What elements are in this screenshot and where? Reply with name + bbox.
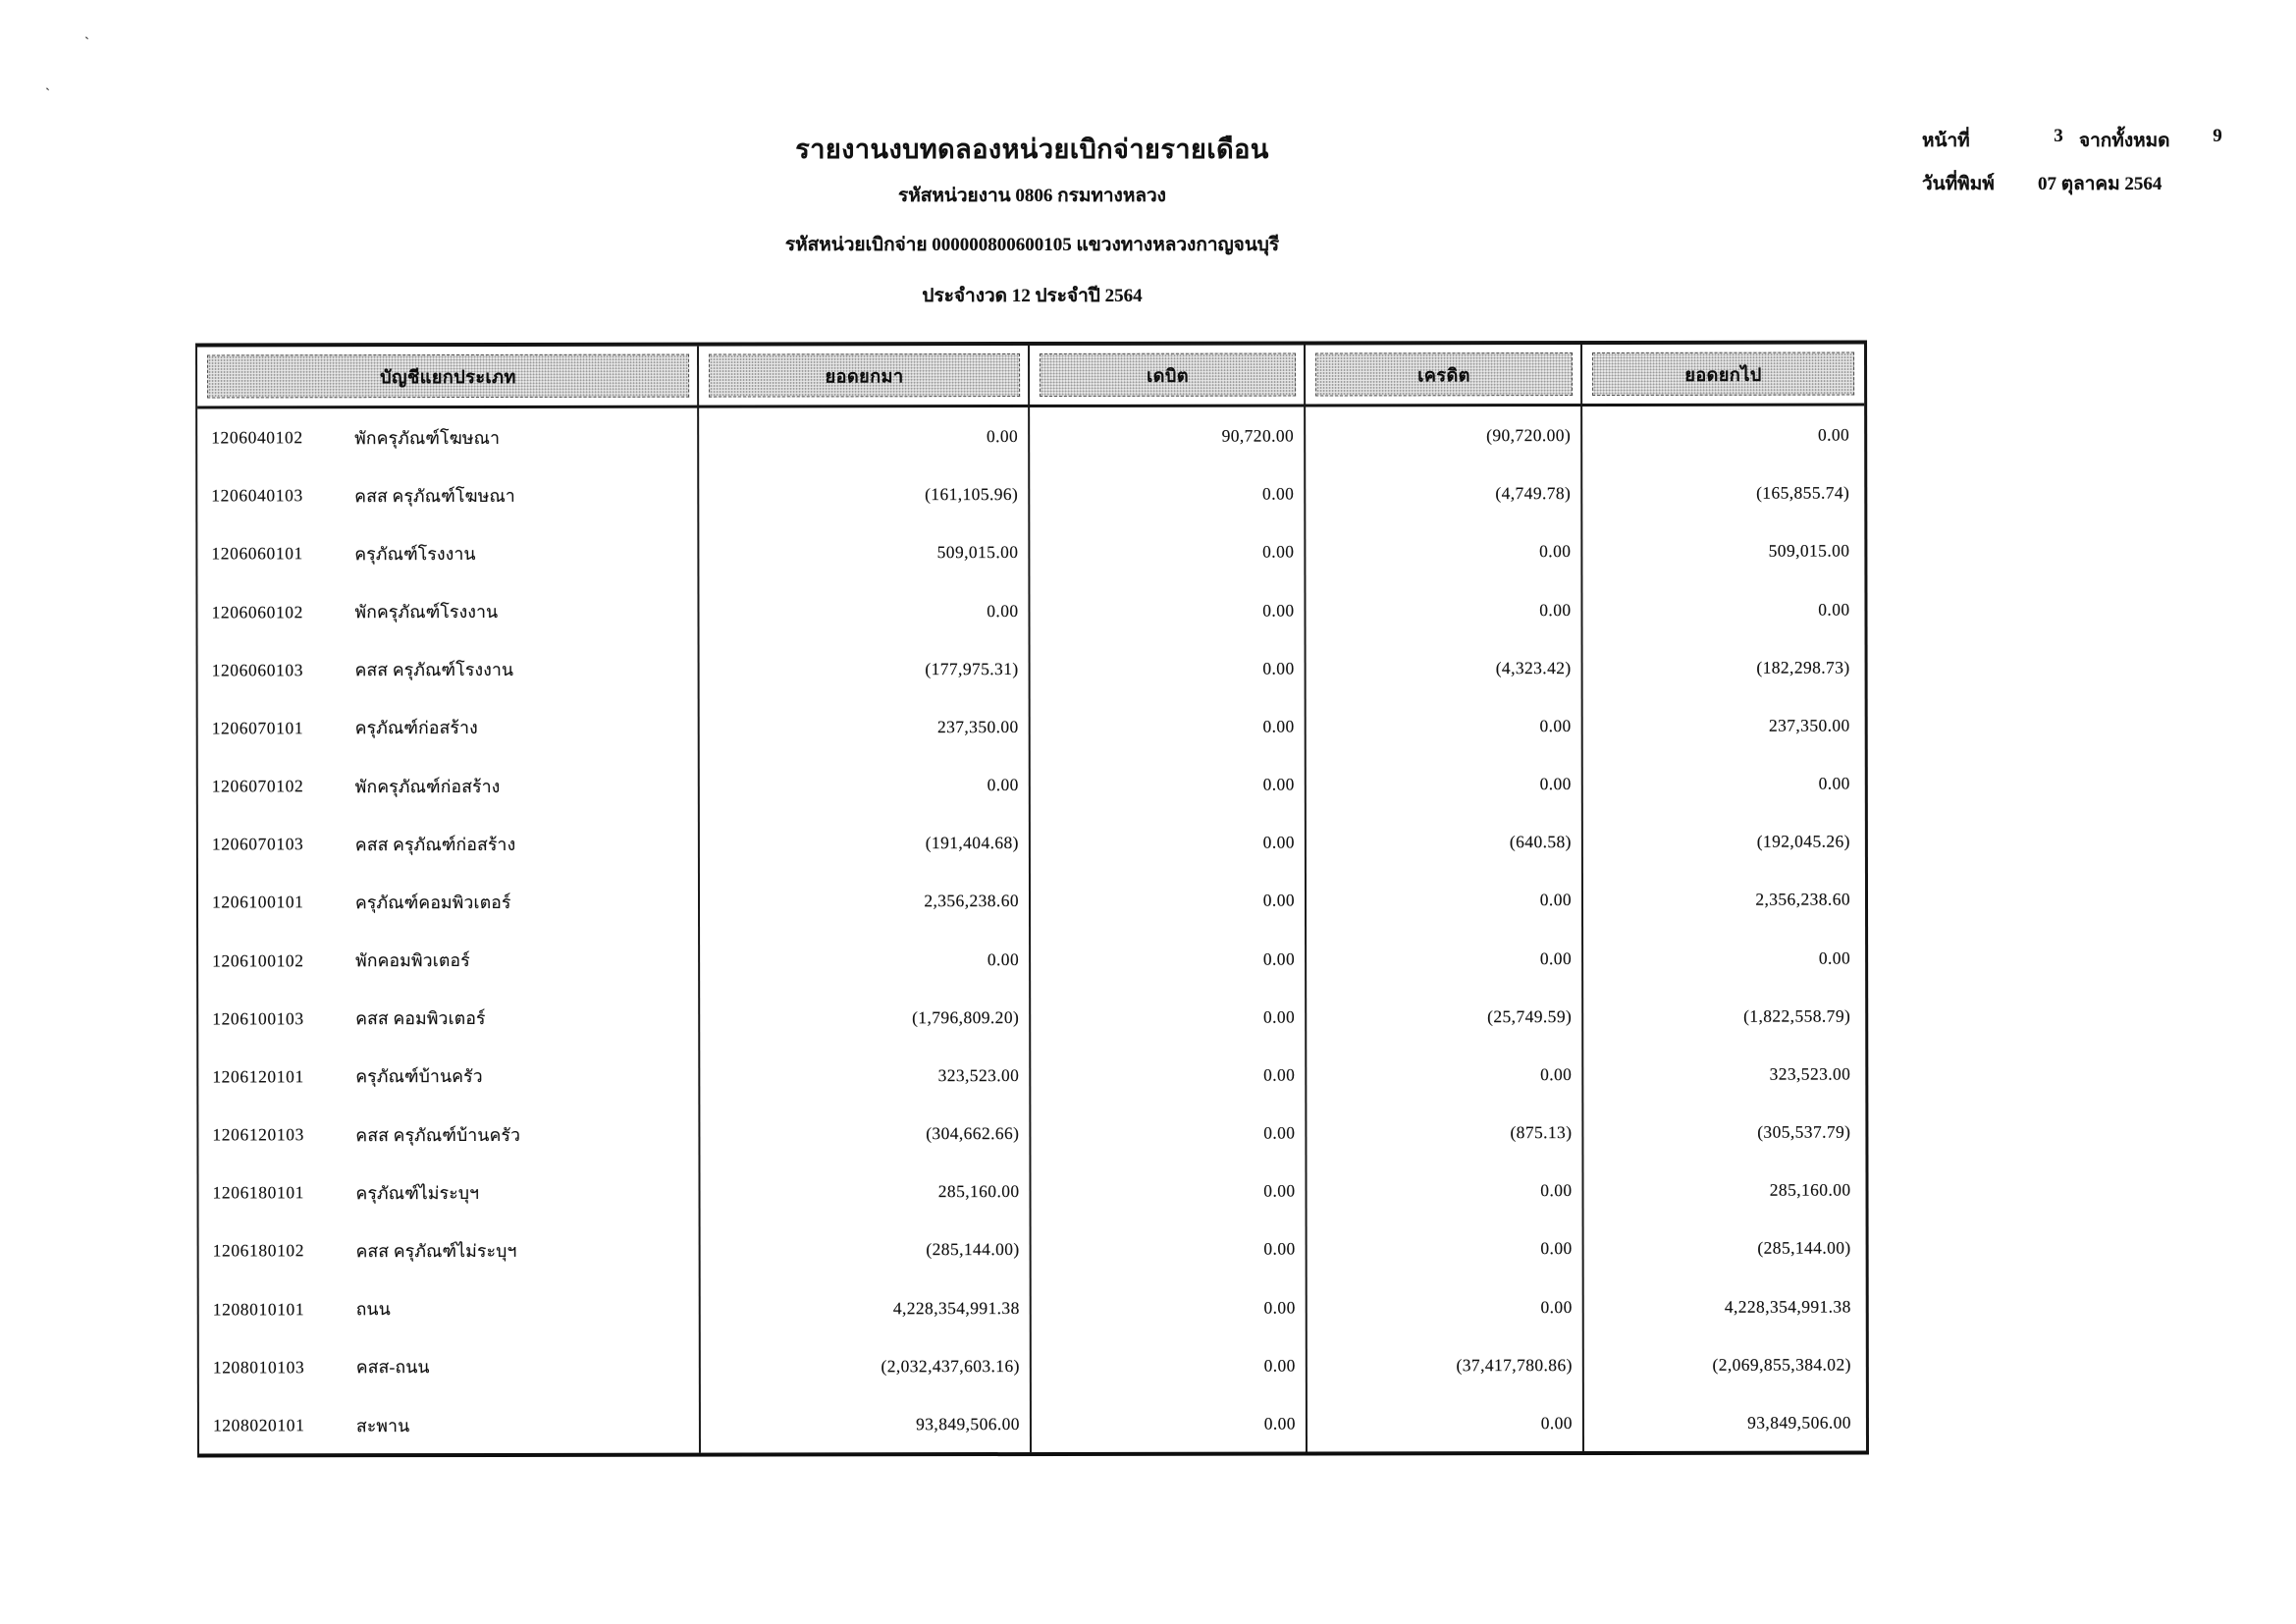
- balance-brought-forward: 4,228,354,991.38: [892, 1297, 1020, 1318]
- account-name: คสส ครุภัณฑ์โรงงาน: [354, 660, 514, 680]
- account-cell: [199, 1411, 701, 1439]
- debit-amount: 0.00: [1262, 600, 1295, 621]
- account-code: 1208010103: [212, 1357, 305, 1378]
- page-info-block: [1922, 126, 2240, 212]
- page-label: หน้าที่: [1922, 131, 1970, 151]
- balance-brought-forward: 0.00: [987, 948, 1020, 969]
- account-code: 1206070102: [211, 776, 304, 796]
- credit-amount: 0.00: [1539, 541, 1572, 562]
- debit-amount: 0.00: [1263, 1122, 1296, 1143]
- debit-amount: 0.00: [1262, 774, 1295, 794]
- balance-carried-forward: (285,144.00): [1757, 1238, 1851, 1259]
- table-row: [198, 871, 1865, 932]
- account-cell: [198, 1004, 700, 1033]
- table-row: [199, 1219, 1866, 1280]
- balance-brought-forward: 0.00: [987, 775, 1019, 795]
- debit-amount: 0.00: [1262, 483, 1295, 504]
- credit-amount: 0.00: [1540, 1296, 1573, 1317]
- account-cell: [198, 1120, 700, 1149]
- account-code: 1206180101: [212, 1182, 305, 1203]
- debit-amount: 0.00: [1263, 1180, 1296, 1201]
- credit-amount: (90,720.00): [1486, 425, 1572, 446]
- debit-amount: 0.00: [1262, 1006, 1296, 1027]
- account-cell: [197, 423, 699, 452]
- column-header-account-label: บัญชีแยกประเภท: [207, 354, 689, 399]
- column-header-balance-brought-forward-label: ยอดยกมา: [709, 353, 1020, 398]
- table-row: [198, 1162, 1865, 1222]
- debit-amount: 90,720.00: [1221, 425, 1295, 446]
- credit-amount: (4,749.78): [1495, 483, 1572, 504]
- scan-artifact: `: [84, 35, 89, 51]
- balance-brought-forward: (304,662.66): [926, 1123, 1020, 1144]
- account-cell: [197, 598, 699, 626]
- table-row: [198, 1104, 1865, 1164]
- credit-amount: 0.00: [1539, 890, 1573, 910]
- table-row: [198, 929, 1865, 990]
- account-code: 1206070103: [211, 834, 304, 854]
- account-cell: [199, 1237, 701, 1266]
- credit-amount: 0.00: [1540, 1180, 1573, 1201]
- account-code: 1206100103: [212, 1008, 304, 1029]
- credit-amount: 0.00: [1539, 947, 1573, 968]
- account-cell: [198, 889, 700, 917]
- balance-carried-forward: (182,298.73): [1756, 657, 1850, 677]
- credit-amount: (25,749.59): [1487, 1005, 1573, 1026]
- account-cell: [198, 656, 700, 684]
- account-name: สะพาน: [355, 1415, 410, 1435]
- debit-amount: 0.00: [1262, 716, 1295, 736]
- column-header-credit-label: เครดิต: [1315, 352, 1573, 396]
- account-code: 1208020101: [212, 1415, 305, 1435]
- debit-amount: 0.00: [1262, 890, 1296, 911]
- account-code: 1206100102: [212, 949, 304, 971]
- account-code: 1206060103: [211, 660, 304, 680]
- debit-amount: 0.00: [1263, 1064, 1296, 1085]
- page-number-row: [1922, 126, 2240, 155]
- account-name: พักคอมพิวเตอร์: [355, 950, 470, 971]
- disbursement-unit-line: รหัสหน่วยเบิกจ่าย 000000800600105 แขวงทางหลวงกาญจนบุรี: [784, 235, 1280, 255]
- debit-amount: 0.00: [1262, 948, 1296, 969]
- account-cell: [198, 947, 700, 975]
- account-name: ถนน: [355, 1299, 391, 1320]
- balance-carried-forward: 237,350.00: [1768, 715, 1850, 735]
- column-header-balance-brought-forward: [699, 346, 1030, 406]
- balance-brought-forward: 0.00: [987, 600, 1019, 621]
- balance-carried-forward: 285,160.00: [1769, 1179, 1851, 1201]
- account-cell: [197, 540, 699, 568]
- account-cell: [197, 481, 699, 510]
- balance-carried-forward: (2,069,855,384.02): [1712, 1354, 1851, 1375]
- column-header-balance-carried-forward-label: ยอดยกไป: [1592, 352, 1854, 396]
- balance-carried-forward: 2,356,238.60: [1755, 889, 1851, 910]
- debit-amount: 0.00: [1263, 1413, 1296, 1434]
- table-row: [198, 638, 1865, 699]
- table-row: [199, 1335, 1866, 1396]
- balance-carried-forward: 0.00: [1818, 947, 1851, 968]
- account-code: 1206060102: [211, 601, 304, 623]
- account-code: 1206040103: [211, 485, 303, 506]
- balance-carried-forward: 509,015.00: [1768, 540, 1850, 562]
- balance-carried-forward: (165,855.74): [1756, 482, 1850, 503]
- account-code: 1206180102: [212, 1240, 305, 1261]
- table-row: [198, 696, 1865, 757]
- account-cell: [198, 1178, 700, 1207]
- debit-amount: 0.00: [1263, 1355, 1296, 1376]
- account-cell: [199, 1295, 701, 1324]
- account-code: 1208010101: [212, 1298, 305, 1320]
- balance-carried-forward: 4,228,354,991.38: [1724, 1296, 1851, 1317]
- credit-amount: 0.00: [1540, 1064, 1573, 1085]
- column-header-balance-carried-forward: [1582, 345, 1864, 405]
- column-header-account: [197, 347, 699, 406]
- credit-amount: (640.58): [1509, 832, 1572, 852]
- account-code: 1206120103: [212, 1124, 304, 1145]
- balance-carried-forward: (305,537.79): [1757, 1121, 1851, 1142]
- table-row: [197, 522, 1864, 583]
- account-name: คสส ครุภัณฑ์บ้านครัว: [355, 1124, 521, 1145]
- table-header-row: [197, 345, 1864, 409]
- credit-amount: 0.00: [1539, 599, 1572, 620]
- balance-brought-forward: (1,796,809.20): [912, 1006, 1020, 1028]
- account-name: ครุภัณฑ์บ้านครัว: [355, 1066, 483, 1087]
- account-name: คสส คอมพิวเตอร์: [355, 1008, 486, 1029]
- account-name: คสส ครุภัณฑ์ไม่ระบุฯ: [355, 1240, 517, 1262]
- column-header-debit-label: เดบิต: [1040, 353, 1296, 397]
- balance-brought-forward: 93,849,506.00: [916, 1414, 1020, 1435]
- credit-amount: 0.00: [1540, 1238, 1573, 1259]
- balance-brought-forward: 509,015.00: [936, 542, 1019, 563]
- balance-brought-forward: 0.00: [986, 426, 1019, 447]
- table-row: [198, 1045, 1865, 1106]
- debit-amount: 0.00: [1263, 1297, 1296, 1318]
- table-row: [199, 1393, 1866, 1454]
- trial-balance-table: [195, 341, 1869, 1458]
- table-row: [197, 464, 1864, 525]
- debit-amount: 0.00: [1262, 658, 1295, 678]
- account-cell: [198, 830, 700, 858]
- total-pages-label: จากทั้งหมด: [2079, 131, 2170, 151]
- balance-brought-forward: 323,523.00: [937, 1064, 1020, 1086]
- account-code: 1206070101: [211, 718, 304, 738]
- balance-brought-forward: (2,032,437,603.16): [881, 1355, 1020, 1377]
- balance-carried-forward: 0.00: [1818, 773, 1850, 793]
- balance-carried-forward: 0.00: [1817, 424, 1850, 445]
- credit-amount: 0.00: [1539, 715, 1572, 736]
- credit-amount: 0.00: [1540, 1413, 1573, 1434]
- credit-amount: (875.13): [1510, 1122, 1573, 1143]
- column-header-credit: [1306, 345, 1582, 404]
- account-cell: [199, 1353, 701, 1381]
- balance-brought-forward: (161,105.96): [925, 484, 1019, 505]
- account-name: ครุภัณฑ์คอมพิวเตอร์: [354, 892, 511, 913]
- balance-carried-forward: 0.00: [1818, 599, 1850, 620]
- report-title: รายงานงบทดลองหน่วยเบิกจ่ายรายเดือน: [795, 135, 1269, 164]
- account-name: คสส ครุภัณฑ์ก่อสร้าง: [354, 834, 516, 854]
- total-pages: 9: [2213, 126, 2222, 146]
- account-code: 1206040102: [211, 427, 303, 448]
- agency-code-line: รหัสหน่วยงาน 0806 กรมทางหลวง: [898, 186, 1166, 206]
- table-row: [197, 406, 1864, 467]
- balance-brought-forward: 2,356,238.60: [924, 891, 1020, 911]
- table-row: [198, 813, 1865, 874]
- print-date-row: [1922, 169, 2240, 198]
- account-cell: [198, 714, 700, 742]
- account-name: พักครุภัณฑ์โรงงาน: [354, 602, 499, 623]
- debit-amount: 0.00: [1262, 541, 1295, 563]
- credit-amount: (4,323.42): [1495, 657, 1572, 677]
- balance-brought-forward: 285,160.00: [937, 1181, 1020, 1202]
- account-cell: [198, 772, 700, 800]
- balance-carried-forward: 323,523.00: [1769, 1063, 1851, 1084]
- table-row: [199, 1277, 1866, 1338]
- print-date-label: วันที่พิมพ์: [1922, 174, 1995, 194]
- account-name: ครุภัณฑ์ไม่ระบุฯ: [355, 1182, 480, 1204]
- debit-amount: 0.00: [1263, 1239, 1296, 1260]
- balance-carried-forward: 93,849,506.00: [1747, 1412, 1851, 1433]
- scan-artifact: `: [45, 86, 50, 102]
- credit-amount: 0.00: [1539, 774, 1572, 794]
- table-row: [198, 987, 1865, 1048]
- page-number: 3: [2054, 126, 2063, 146]
- account-name: ครุภัณฑ์โรงงาน: [354, 543, 476, 565]
- print-date: 07 ตุลาคม 2564: [2038, 174, 2163, 194]
- account-code: 1206060101: [211, 543, 303, 564]
- balance-brought-forward: 237,350.00: [936, 716, 1019, 737]
- account-name: พักครุภัณฑ์โฆษณา: [354, 427, 501, 448]
- table-row: [198, 755, 1865, 816]
- balance-brought-forward: (285,144.00): [926, 1239, 1020, 1260]
- balance-brought-forward: (191,404.68): [925, 833, 1019, 853]
- account-cell: [198, 1062, 700, 1091]
- account-name: พักครุภัณฑ์ก่อสร้าง: [354, 776, 501, 796]
- account-name: คสส ครุภัณฑ์โฆษณา: [354, 485, 515, 506]
- debit-amount: 0.00: [1262, 832, 1295, 852]
- account-code: 1206120101: [212, 1066, 304, 1087]
- account-name: ครุภัณฑ์ก่อสร้าง: [354, 718, 478, 738]
- table-body: [197, 406, 1866, 1455]
- credit-amount: (37,417,780.86): [1456, 1354, 1573, 1376]
- balance-carried-forward: (1,822,558.79): [1743, 1005, 1851, 1026]
- table-row: [197, 580, 1864, 641]
- balance-brought-forward: (177,975.31): [925, 658, 1019, 678]
- balance-carried-forward: (192,045.26): [1756, 831, 1850, 851]
- period-line: ประจำงวด 12 ประจำปี 2564: [922, 286, 1143, 306]
- account-name: คสส-ถนน: [355, 1357, 430, 1378]
- column-header-debit: [1030, 346, 1306, 405]
- account-code: 1206100101: [211, 892, 304, 912]
